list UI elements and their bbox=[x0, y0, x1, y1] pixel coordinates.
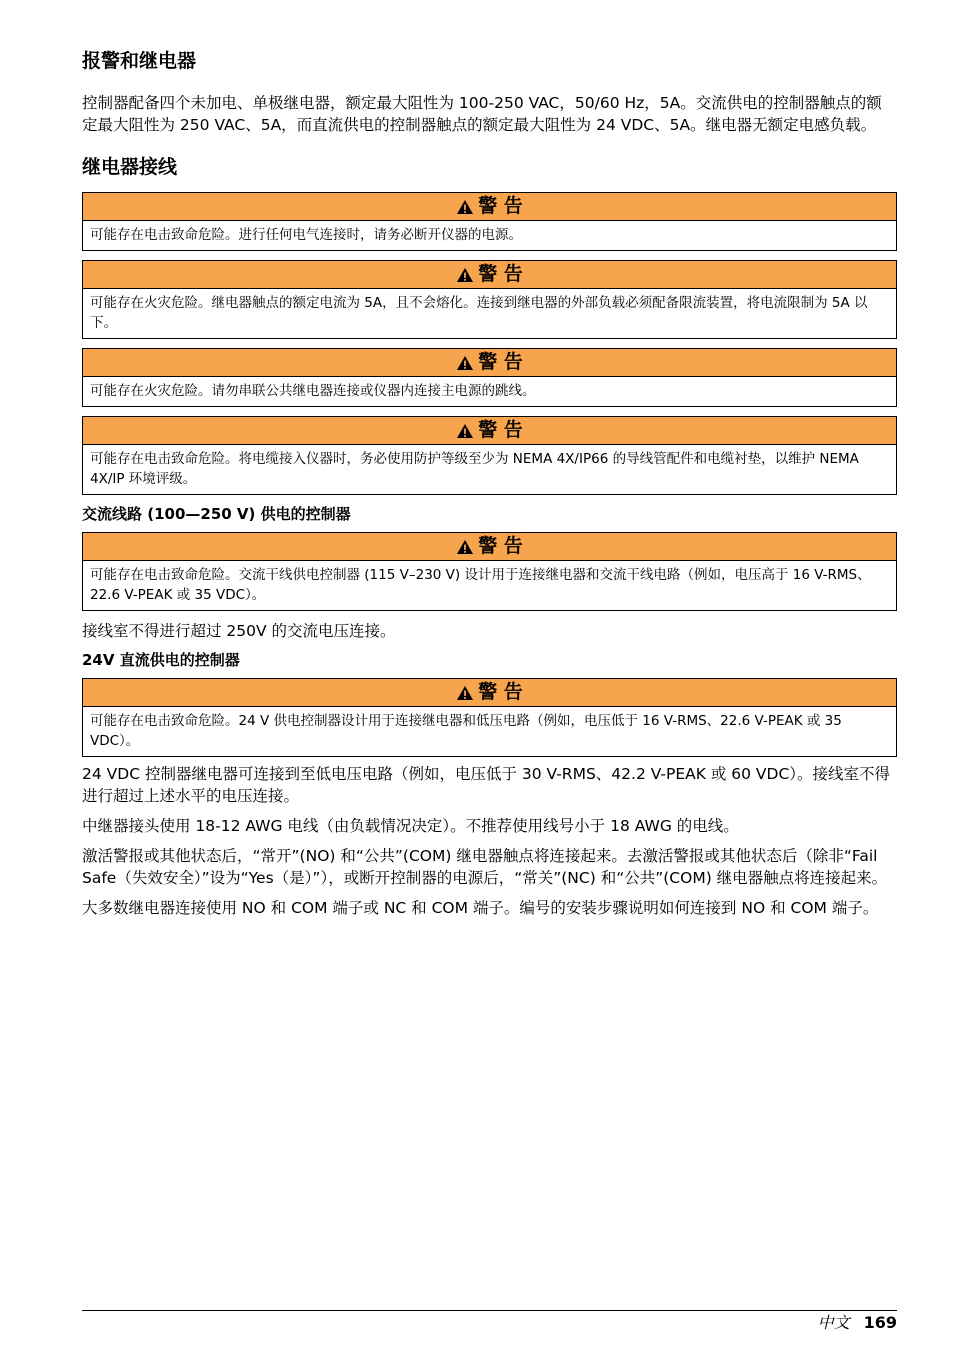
warning-header bbox=[83, 193, 896, 221]
warning-label: 警 告 bbox=[478, 535, 523, 557]
warning-box bbox=[82, 678, 897, 757]
warning-text: 可能存在电击致命危险。24 V 供电控制器设计用于连接继电器和低压电路（例如，电压低于 16 V-RMS、22.6 V-PEAK 或 35 VDC）。 bbox=[90, 713, 842, 749]
warning-box bbox=[82, 348, 897, 407]
warning-label: 警 告 bbox=[478, 351, 523, 373]
body-paragraph: 激活警报或其他状态后，“常开”(NO) 和“公共”(COM) 继电器触点将连接起来。去激活警报或其他状态后（除非“Fail Safe（失效安全）”设为“Yes（是）”），或断开控制器的电源后，“常关”(NC) 和“公共”(COM) 继电器触点将连接起来。 bbox=[82, 847, 888, 887]
warning-box bbox=[82, 532, 897, 611]
warning-triangle-icon bbox=[456, 199, 474, 215]
warning-label: 警 告 bbox=[478, 681, 523, 703]
warning-triangle-icon bbox=[456, 423, 474, 439]
body-paragraph: 大多数继电器连接使用 NO 和 COM 端子或 NC 和 COM 端子。编号的安装步骤说明如何连接到 NO 和 COM 端子。 bbox=[82, 899, 879, 917]
intro-paragraph: 控制器配备四个未加电、单极继电器，额定最大阻性为 100-250 VAC，50/60 Hz，5A。交流供电的控制器触点的额定最大阻性为 250 VAC、5A，而直流供电的控制器触点的额定最大阻性为 24 VDC、5A。继电器无额定电感负载。 bbox=[82, 94, 882, 134]
section-title: 报警和继电器 bbox=[82, 50, 197, 72]
warning-triangle-icon bbox=[456, 267, 474, 283]
page-content bbox=[82, 48, 897, 927]
warning-text: 可能存在电击致命危险。交流干线供电控制器 (115 V–230 V) 设计用于连接继电器和交流干线电路（例如，电压高于 16 V-RMS、22.6 V-PEAK 或 35 VDC）。 bbox=[90, 567, 871, 603]
warning-box bbox=[82, 260, 897, 339]
body-paragraph: 中继器接头使用 18-12 AWG 电线（由负载情况决定）。不推荐使用线号小于 18 AWG 的电线。 bbox=[82, 817, 739, 835]
warning-triangle-icon bbox=[456, 355, 474, 371]
warning-label: 警 告 bbox=[478, 263, 523, 285]
warning-box bbox=[82, 192, 897, 251]
warning-header bbox=[83, 349, 896, 377]
warning-header bbox=[83, 679, 896, 707]
dc-heading: 24V 直流供电的控制器 bbox=[82, 651, 240, 669]
warning-triangle-icon bbox=[456, 539, 474, 555]
warning-header bbox=[83, 261, 896, 289]
ac-heading: 交流线路 (100—250 V) 供电的控制器 bbox=[82, 505, 351, 523]
warning-triangle-icon bbox=[456, 685, 474, 701]
ac-paragraph: 接线室不得进行超过 250V 的交流电压连接。 bbox=[82, 622, 396, 640]
warning-text: 可能存在火灾危险。请勿串联公共继电器连接或仪器内连接主电源的跳线。 bbox=[90, 383, 536, 399]
page-footer bbox=[818, 1312, 897, 1334]
warning-header bbox=[83, 533, 896, 561]
page-number: 169 bbox=[863, 1313, 897, 1332]
warning-text: 可能存在火灾危险。继电器触点的额定电流为 5A，且不会熔化。连接到继电器的外部负载必须配备限流装置，将电流限制为 5A 以下。 bbox=[90, 295, 868, 331]
warning-text: 可能存在电击致命危险。将电缆接入仪器时，务必使用防护等级至少为 NEMA 4X/IP66 的导线管配件和电缆衬垫，以维护 NEMA 4X/IP 环境评级。 bbox=[90, 451, 859, 487]
warning-label: 警 告 bbox=[478, 419, 523, 441]
footer-language: 中文 bbox=[817, 1313, 850, 1332]
warning-header bbox=[83, 417, 896, 445]
body-paragraph: 24 VDC 控制器继电器可连接到至低电压电路（例如，电压低于 30 V-RMS、42.2 V-PEAK 或 60 VDC）。接线室不得进行超过上述水平的电压连接。 bbox=[82, 765, 891, 805]
warning-text: 可能存在电击致命危险。进行任何电气连接时，请务必断开仪器的电源。 bbox=[90, 227, 522, 243]
warning-label: 警 告 bbox=[478, 195, 523, 217]
warning-box bbox=[82, 416, 897, 495]
footer-divider bbox=[82, 1310, 897, 1311]
subsection-title: 继电器接线 bbox=[82, 156, 178, 178]
